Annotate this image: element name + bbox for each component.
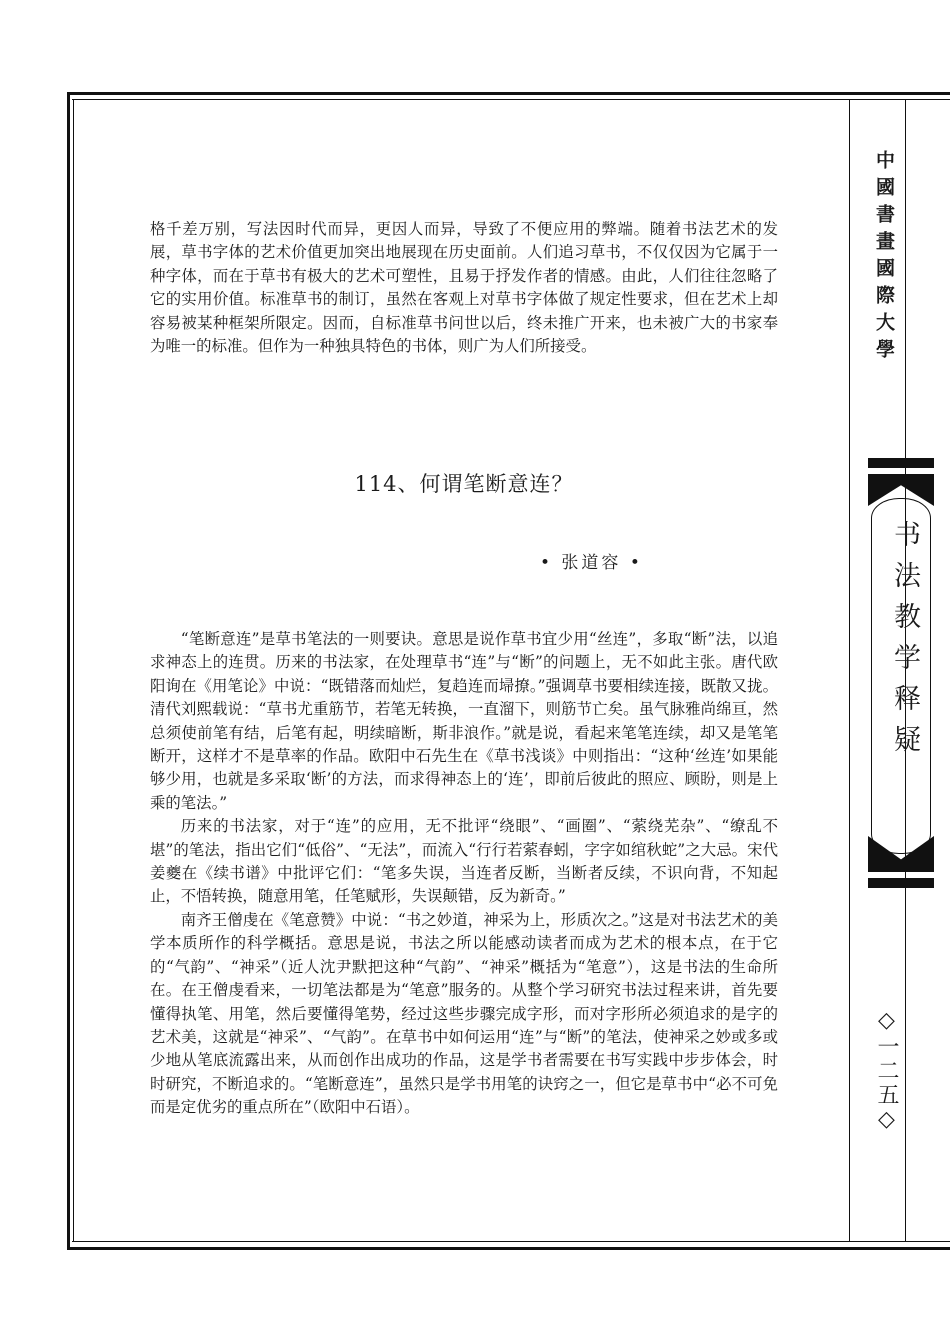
frame-inner-top-rule — [72, 99, 950, 100]
frame-inner-bottom-rule — [72, 1241, 950, 1242]
intro-paragraph: 格千差万别，写法因时代而异，更因人而异，导致了不便应用的弊端。随着书法艺术的发展，草书字体的艺术价值更加突出地展现在历史面前。人们追习草书，不仅仅因为它属于一种字体，而在于草书有极大的艺术可塑性，且易于抒发作者的情感。由此，人们往往忽略了它的实用价值。标准草书的制订，虽然在客观上对草书字体做了规定性要求，但在艺术上却容易被某种框架所限定。因而，自标准草书问世以后，终未推广开来，也未被广大的书家奉为唯一的标准。但作为一种独具特色的书体，则广为人们所接受。 — [150, 220, 778, 356]
frame-inner-left-rule — [73, 99, 74, 1241]
banner-bottom-bar — [868, 878, 934, 888]
chapter-title: 114、何谓笔断意连？ — [354, 472, 574, 496]
intro-paragraph-block — [150, 218, 778, 358]
body-paragraph: “笔断意连”是草书笔法的一则要诀。意思是说作草书宜少用“丝连”，多取“断”法，以追求神态上的连贯。历来的书法家，在处理草书“连”与“断”的问题上，无不如此主张。唐代欧阳询在《用笔论》中说：“既错落而灿烂，复趋连而埽撩。”强调草书要相续连接，既散又拢。清代刘熙载说：“草书尤重筋节，若笔无转换，一直溜下，则筋节亡矣。虽气脉雅尚绵亘，然总须使前笔有结，后笔有起，明续暗断，斯非浪作。”就是说，看起来笔笔连续，却又是笔笔断开，这样才不是草率的作品。欧阳中石先生在《草书浅谈》中则指出：“这种‘丝连’如果能够少用，也就是多采取‘断’的方法，而求得神态上的‘连’，即前后彼此的照应、顾盼，则是上乘的笔法。” — [150, 630, 778, 812]
section-banner-title: 书法教学释疑 — [889, 520, 920, 766]
article-body — [150, 628, 778, 1120]
side-running-title: 中國書畫國際大學 — [873, 150, 895, 366]
author-name: • 张道容 • — [540, 553, 643, 573]
banner-top-bar — [868, 458, 934, 468]
page-number: ◇一二五◇ — [874, 1008, 899, 1134]
body-paragraph: 历来的书法家，对于“连”的应用，无不批评“绕眼”、“画圈”、“萦绕芜杂”、“缭乱不堪”的笔法，指出它们“低俗”、“无法”，而流入“行行若萦春蚓，字字如绾秋蛇”之大忌。宋代姜夔在《续书谱》中批评它们：“笔多失误，当连者反断，当断者反续，不识向背，不知起止，不悟转换，随意用笔，任笔赋形，失误颠错，反为新奇。” — [150, 817, 778, 906]
sidebar-rule-left — [849, 100, 850, 1241]
body-paragraph: 南齐王僧虔在《笔意赞》中说：“书之妙道，神采为上，形质次之。”这是对书法艺术的美学本质所作的科学概括。意思是说，书法之所以能感动读者而成为艺术的根本点，在于它的“气韵”、“神采”（近人沈尹默把这种“气韵”、“神采”概括为“笔意”），这是书法的生命所在。在王僧虔看来，一切笔法都是为“笔意”服务的。从整个学习研究书法过程来讲，首先要懂得执笔、用笔，然后要懂得笔势，经过这些步骤完成字形，而对字形所必须追求的是字的艺术美，这就是“神采”、“气韵”。在草书中如何运用“连”与“断”的笔法，使神采之妙或多或少地从笔底流露出来，从而创作出成功的作品，这是学书者需要在书写实践中步步体会，时时研究，不断追求的。“笔断意连”，虽然只是学书用笔的诀窍之一，但它是草书中“必不可免而是定优劣的重点所在”（欧阳中石语）。 — [150, 910, 778, 1117]
